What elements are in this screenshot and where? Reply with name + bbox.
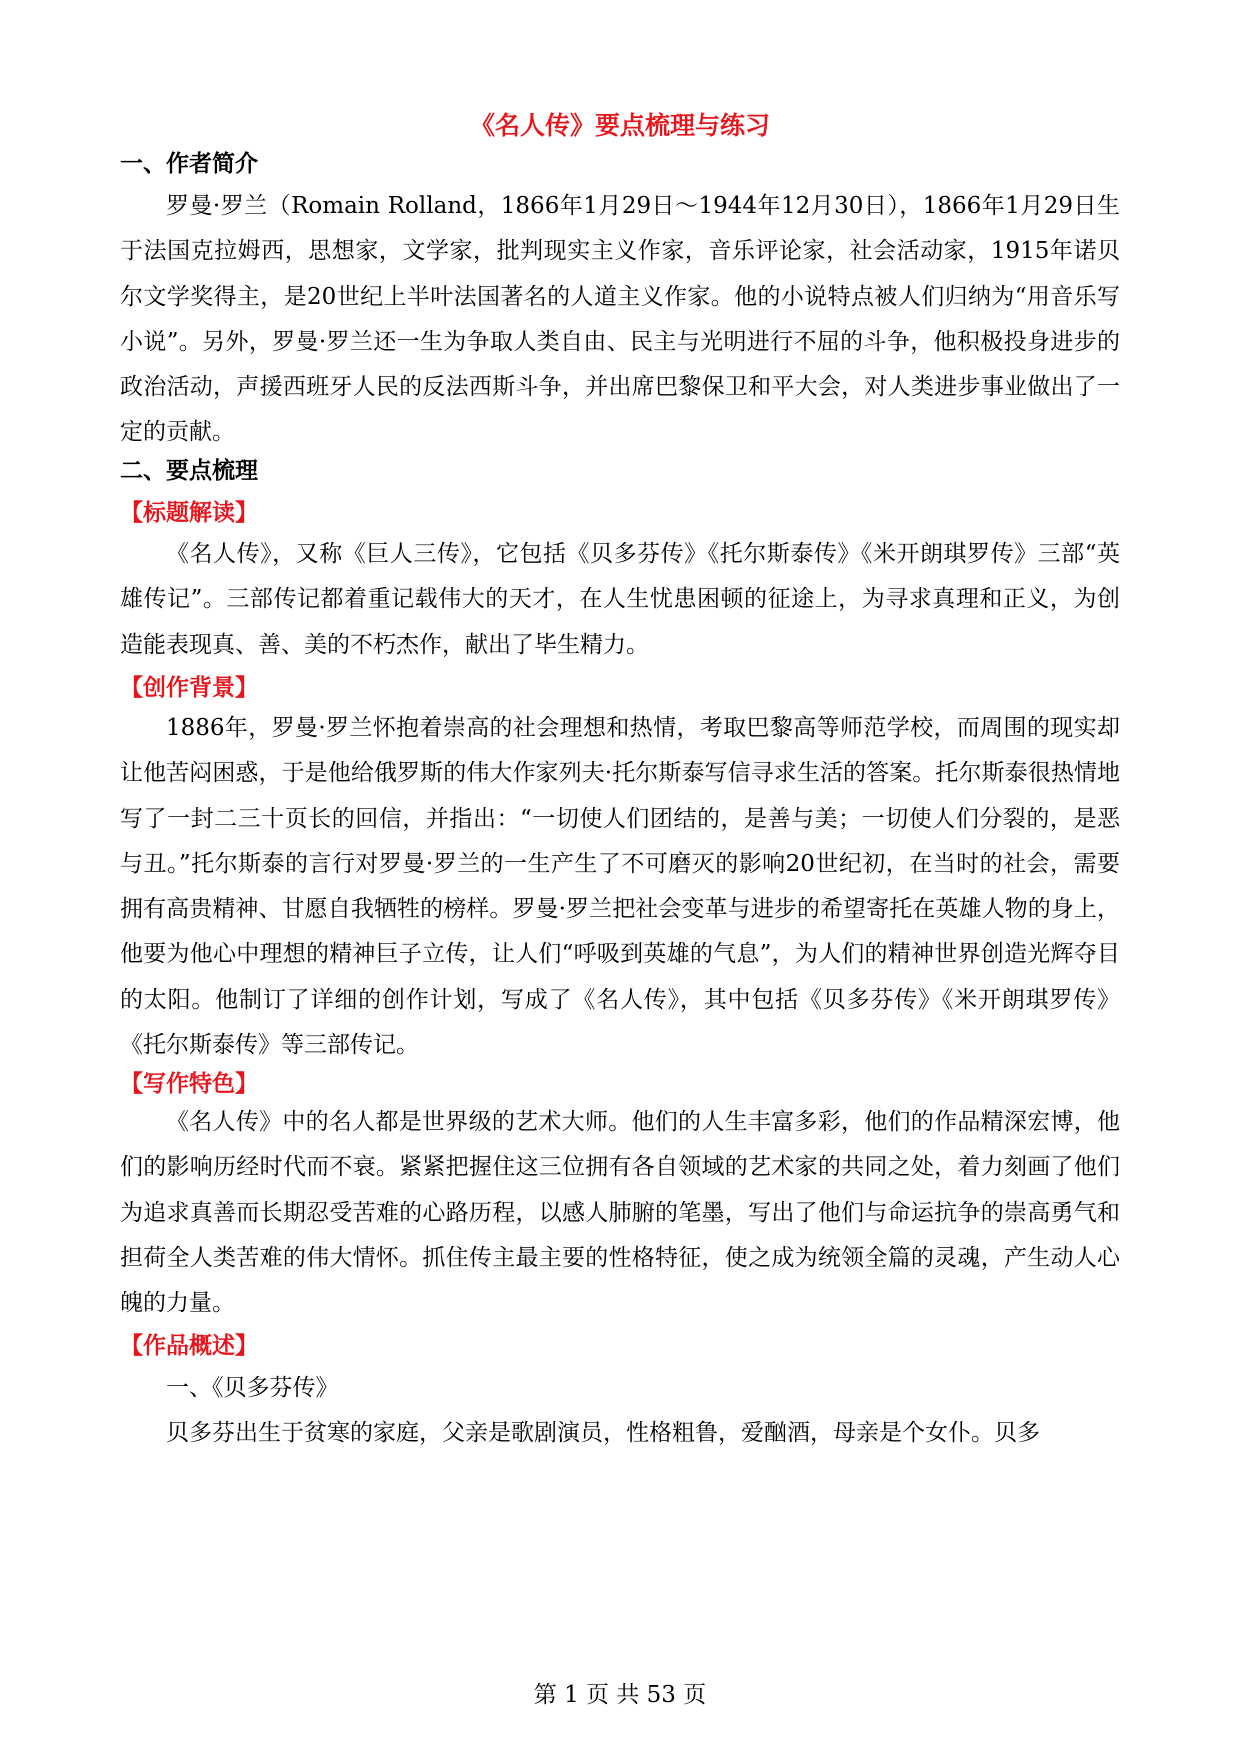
- page-footer: 第 1 页 共 53 页: [533, 1682, 707, 1708]
- section-heading-key-points: 二、要点梳理: [120, 458, 258, 484]
- document-title: 《名人传》要点梳理与练习: [469, 111, 770, 140]
- author-paragraph: 罗曼·罗兰（Romain Rolland，1866年1月29日～1944年12月30日），1866年1月29日生于法国克拉姆西，思想家，文学家，批判现实主义作家，音乐评论家，社会活动家，1915年诺贝尔文学奖得主，是20世纪上半叶法国著名的人道主义作家。他的小说特点被人们归纳为“用音乐写小说”。另外，罗曼·罗兰还一生为争取人类自由、民主与光明进行不屈的斗争，他积极投身进步的政治活动，声援西班牙人民的反法西斯斗争，并出席巴黎保卫和平大会，对人类进步事业做出了一定的贡献。: [120, 193, 1120, 446]
- subheading-work-overview: 【作品概述】: [120, 1333, 258, 1359]
- subheading-writing-features: 【写作特色】: [120, 1071, 258, 1097]
- section-heading-author: 一、作者简介: [120, 151, 258, 177]
- subheading-title-interpretation: 【标题解读】: [120, 500, 258, 526]
- writing-features-paragraph: 《名人传》中的名人都是世界级的艺术大师。他们的人生丰富多彩，他们的作品精深宏博，他们的影响历经时代而不衰。紧紧把握住这三位拥有各自领域的艺术家的共同之处，着力刻画了他们为追求真善而长期忍受苦难的心路历程，以感人肺腑的笔墨，写出了他们与命运抗争的崇高勇气和担荷全人类苦难的伟大情怀。抓住传主最主要的性格特征，使之成为统领全篇的灵魂，产生动人心魄的力量。: [120, 1109, 1120, 1317]
- document-page: [120, 0, 1120, 1754]
- work-overview-item: 一、《贝多芬传》: [166, 1375, 339, 1401]
- work-overview-paragraph: 贝多芬出生于贫寒的家庭，父亲是歌剧演员，性格粗鲁，爱酗酒，母亲是个女仆。贝多: [166, 1420, 1040, 1446]
- title-interpretation-paragraph: 《名人传》，又称《巨人三传》，它包括《贝多芬传》《托尔斯泰传》《米开朗琪罗传》三部“英雄传记”。三部传记都着重记载伟大的天才，在人生忧患困顿的征途上，为寻求真理和正义，为创造能表现真、善、美的不朽杰作，献出了毕生精力。: [120, 541, 1120, 658]
- creation-background-paragraph: 1886年，罗曼·罗兰怀抱着崇高的社会理想和热情，考取巴黎高等师范学校，而周围的现实却让他苦闷困惑，于是他给俄罗斯的伟大作家列夫·托尔斯泰写信寻求生活的答案。托尔斯泰很热情地写了一封二三十页长的回信，并指出：“一切使人们团结的，是善与美；一切使人们分裂的，是恶与丑。”托尔斯泰的言行对罗曼·罗兰的一生产生了不可磨灭的影响20世纪初，在当时的社会，需要拥有高贵精神、甘愿自我牺牲的榜样。罗曼·罗兰把社会变革与进步的希望寄托在英雄人物的身上，他要为他心中理想的精神巨子立传，让人们“呼吸到英雄的气息”，为人们的精神世界创造光辉夺目的太阳。他制订了详细的创作计划，写成了《名人传》，其中包括《贝多芬传》《米开朗琪罗传》《托尔斯泰传》等三部传记。: [120, 715, 1120, 1059]
- subheading-creation-background: 【创作背景】: [120, 675, 258, 701]
